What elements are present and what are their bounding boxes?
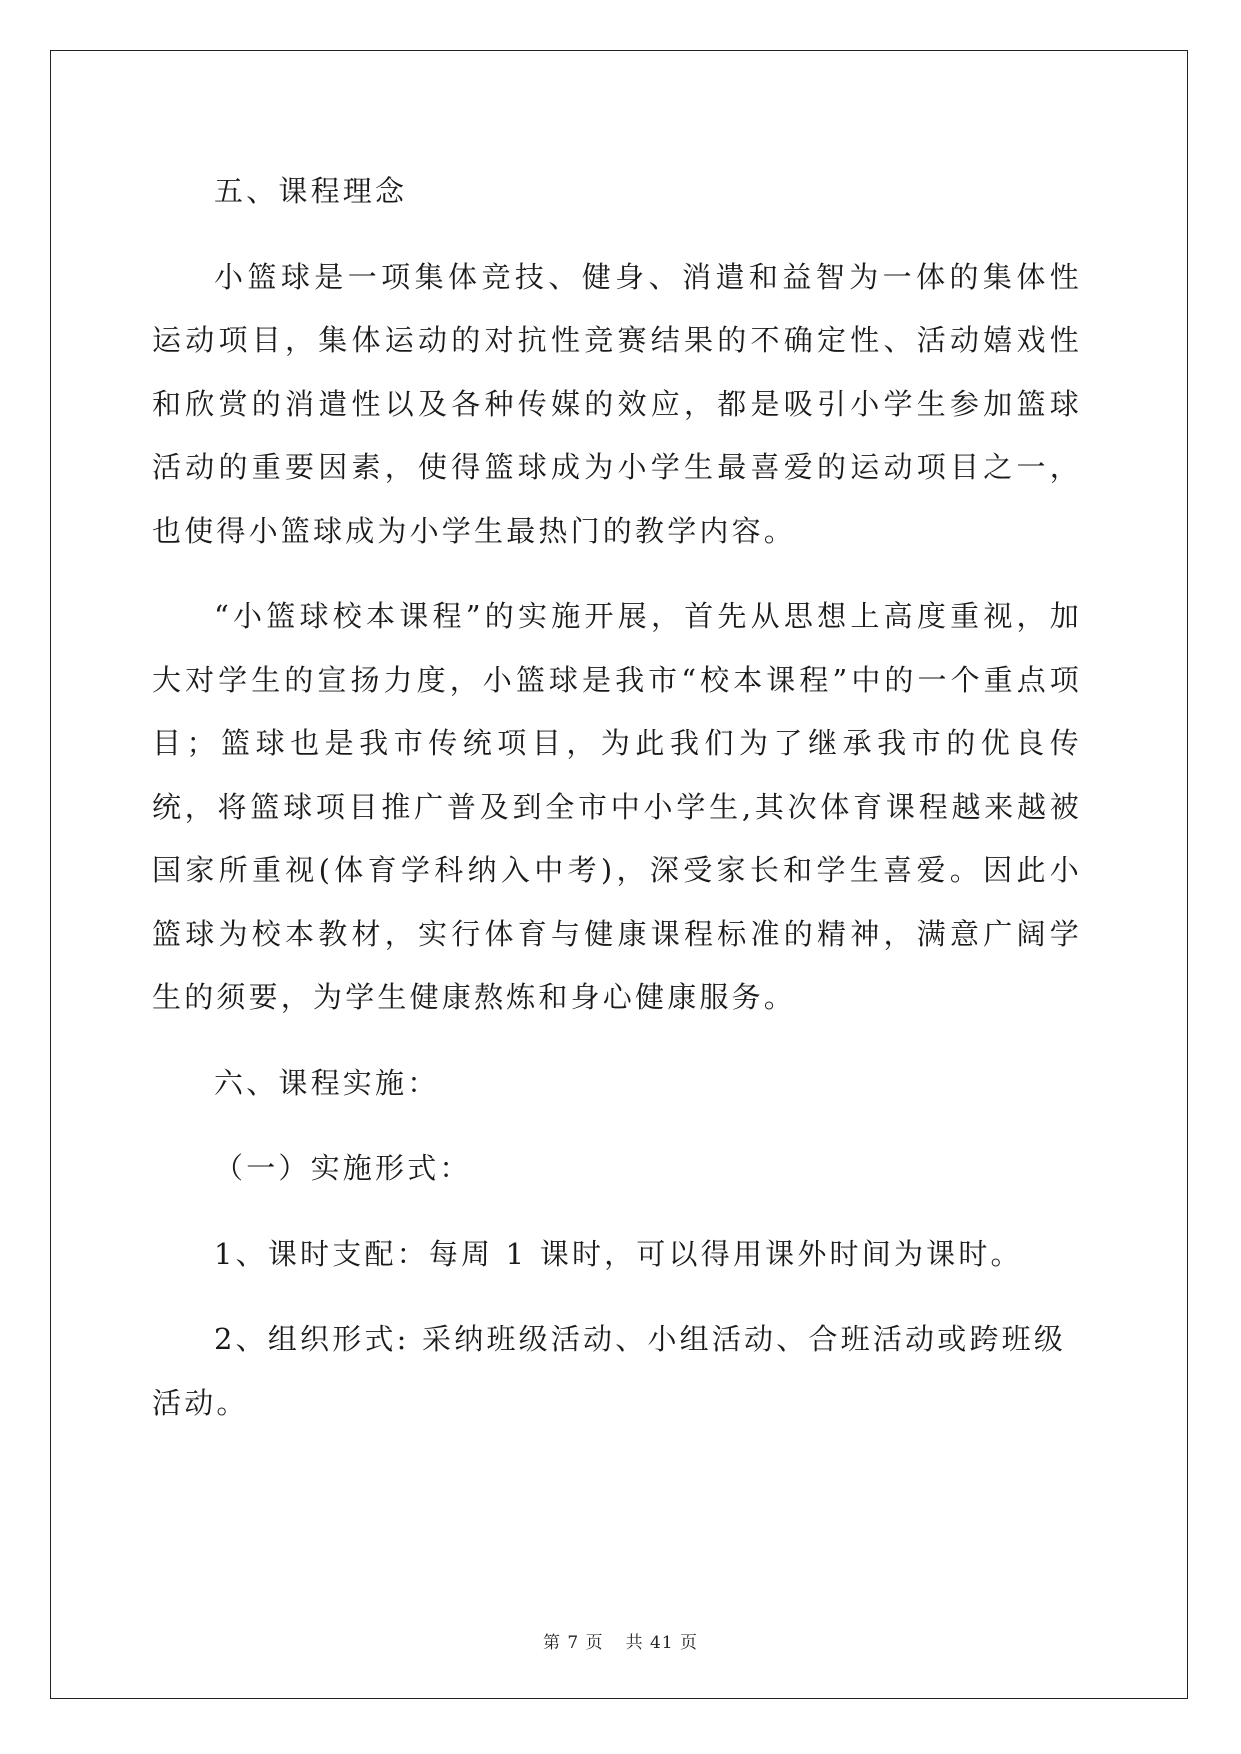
list-item-2: 2、组织形式: 采纳班级活动、小组活动、合班活动或跨班级活动。 xyxy=(152,1322,1067,1420)
list-item-1: 1、课时支配：每周 1 课时，可以得用课外时间为课时。 xyxy=(214,1236,1023,1271)
section-5-paragraph-2: “小篮球校本课程”的实施开展，首先从思想上高度重视，加大对学生的宣扬力度，小篮球是我市“校本课程”中的一个重点项目；篮球也是我市传统项目，为此我们为了继承我市的优良传统，将篮球项目推广普及到全市中小学生,其次体育课程越来越被国家所重视(体育学科纳入中考)，深受家长和学生喜爱。因此小篮球为校本教材，实行体育与健康课程标准的精神，满意广阔学生的须要，为学生健康熬炼和身心健康服务。 xyxy=(152,599,1082,1014)
section-6-heading: 六、课程实施： xyxy=(214,1065,440,1100)
section-5-paragraph-1: 小篮球是一项集体竞技、健身、消遣和益智为一体的集体性运动项目，集体运动的对抗性竞赛结果的不确定性、活动嬉戏性和欣赏的消遣性以及各种传媒的效应，都是吸引小学生参加篮球活动的重要因素，使得篮球成为小学生最喜爱的运动项目之一，也使得小篮球成为小学生最热门的教学内容。 xyxy=(152,259,1082,548)
current-page-label: 第 7 页 xyxy=(542,1633,604,1653)
document-body xyxy=(152,160,1082,1435)
page-footer xyxy=(0,1628,1241,1653)
subsection-1-heading: （一）实施形式： xyxy=(214,1151,472,1185)
total-pages-label: 共 41 页 xyxy=(625,1633,699,1653)
section-5-heading: 五、课程理念 xyxy=(214,174,408,208)
